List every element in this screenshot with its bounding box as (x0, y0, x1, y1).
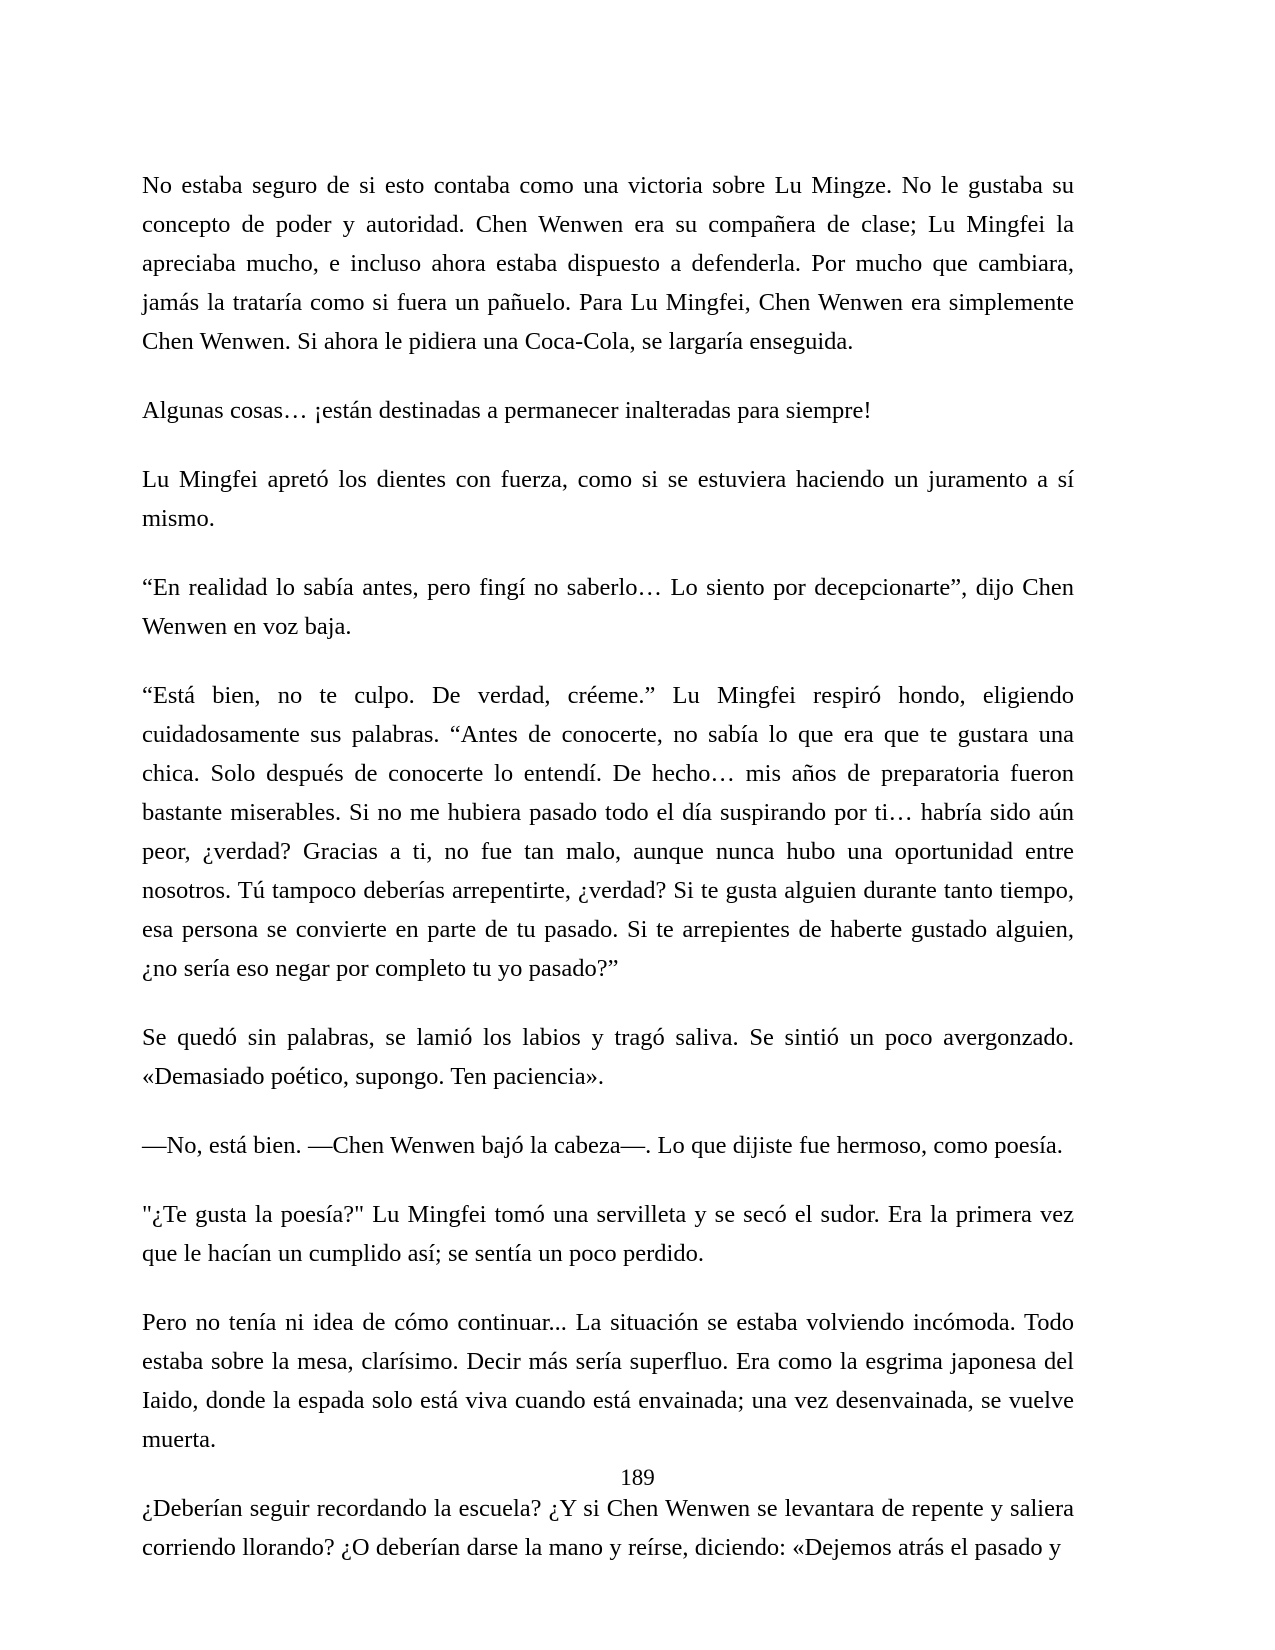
paragraph: —No, está bien. —Chen Wenwen bajó la cabeza—. Lo que dijiste fue hermoso, como poesía. (142, 1132, 1063, 1159)
paragraph: Algunas cosas… ¡están destinadas a permanecer inalteradas para siempre! (142, 397, 872, 424)
page-body-text (142, 166, 1074, 1567)
paragraph: Se quedó sin palabras, se lamió los labios y tragó saliva. Se sintió un poco avergonzado. «Demasiado poético, supongo. Ten paciencia». (142, 1024, 1074, 1090)
paragraph: "¿Te gusta la poesía?" Lu Mingfei tomó una servilleta y se secó el sudor. Era la primera vez que le hacían un cumplido así; se sentía un poco perdido. (142, 1201, 1074, 1267)
paragraph: “Está bien, no te culpo. De verdad, créeme.” Lu Mingfei respiró hondo, eligiendo cuidadosamente sus palabras. “Antes de conocerte, no sabía lo que era que te gustara una chica. Solo después de conocerte lo entendí. De hecho… mis años de preparatoria fueron bastante miserables. Si no me hubiera pasado todo el día suspirando por ti… habría sido aún peor, ¿verdad? Gracias a ti, no fue tan malo, aunque nunca hubo una oportunidad entre nosotros. Tú tampoco deberías arrepentirte, ¿verdad? Si te gusta alguien durante tanto tiempo, esa persona se convierte en parte de tu pasado. Si te arrepientes de haberte gustado alguien, ¿no sería eso negar por completo tu yo pasado?” (142, 682, 1074, 982)
paragraph: No estaba seguro de si esto contaba como una victoria sobre Lu Mingze. No le gustaba su concepto de poder y autoridad. Chen Wenwen era su compañera de clase; Lu Mingfei la apreciaba mucho, e incluso ahora estaba dispuesto a defenderla. Por mucho que cambiara, jamás la trataría como si fuera un pañuelo. Para Lu Mingfei, Chen Wenwen era simplemente Chen Wenwen. Si ahora le pidiera una Coca-Cola, se largaría enseguida. (142, 172, 1074, 355)
page-number: 189 (620, 1465, 655, 1490)
paragraph: ¿Deberían seguir recordando la escuela? ¿Y si Chen Wenwen se levantara de repente y saliera corriendo llorando? ¿O deberían darse la mano y reírse, diciendo: «Dejemos atrás el pasado y (142, 1495, 1074, 1561)
paragraph: “En realidad lo sabía antes, pero fingí no saberlo… Lo siento por decepcionarte”, dijo Chen Wenwen en voz baja. (142, 574, 1074, 640)
paragraph: Pero no tenía ni idea de cómo continuar... La situación se estaba volviendo incómoda. Todo estaba sobre la mesa, clarísimo. Decir más sería superfluo. Era como la esgrima japonesa del Iaido, donde la espada solo está viva cuando está envainada; una vez desenvainada, se vuelve muerta. (142, 1309, 1074, 1453)
paragraph: Lu Mingfei apretó los dientes con fuerza, como si se estuviera haciendo un juramento a sí mismo. (142, 466, 1074, 532)
